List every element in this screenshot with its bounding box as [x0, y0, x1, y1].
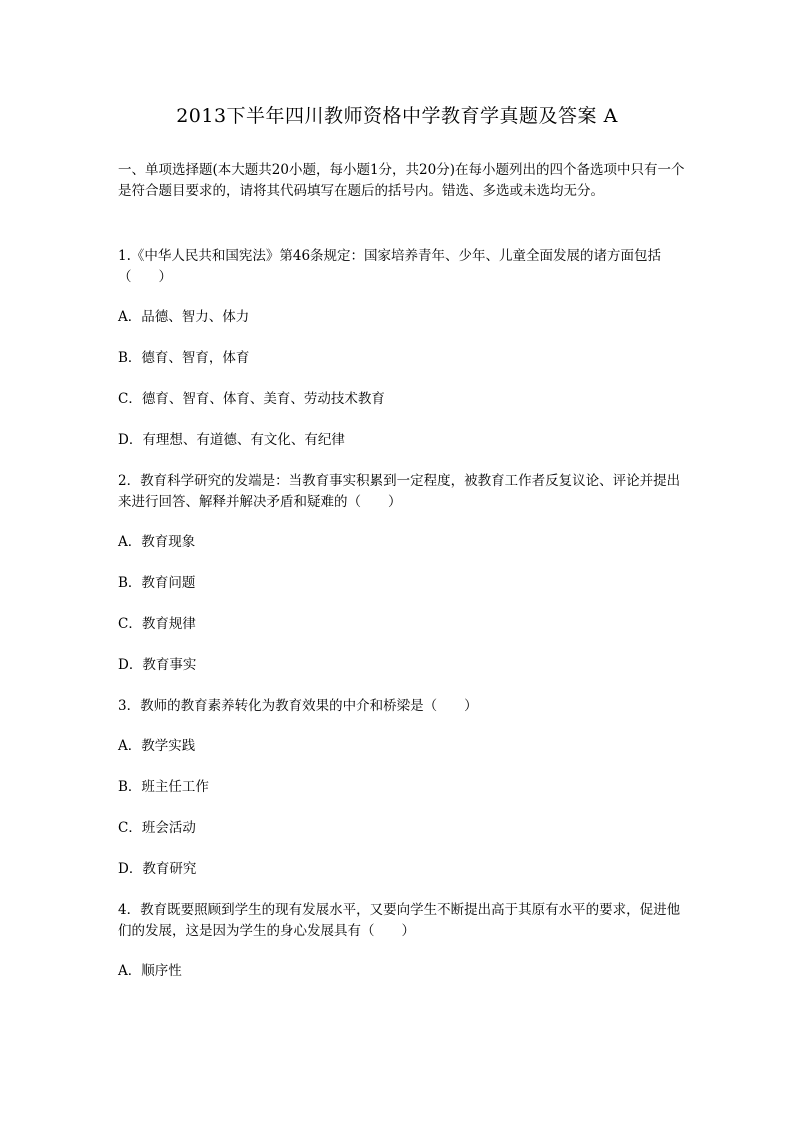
q1-option-d: D．有理想、有道德、有文化、有纪律	[118, 432, 345, 448]
q3-option-b: B．班主任工作	[118, 779, 209, 795]
question-1: 1.《中华人民共和国宪法》第46条规定：国家培养青年、少年、儿童全面发展的诸方面包括（ ）	[118, 248, 662, 285]
question-3: 3．教师的教育素养转化为教育效果的中介和桥梁是（ ）	[118, 698, 478, 714]
q2-option-c: C．教育规律	[118, 616, 196, 632]
section-intro: 一、单项选择题(本大题共20小题，每小题1分，共20分)在每小题列出的四个备选项中只有一个是符合题目要求的，请将其代码填写在题后的括号内。错选、多选或未选均无分。	[118, 162, 685, 199]
q4-option-a: A．顺序性	[118, 963, 182, 979]
question-list	[118, 246, 688, 1002]
question-4: 4．教育既要照顾到学生的现有发展水平，又要向学生不断提出高于其原有水平的要求，促进他们的发展，这是因为学生的身心发展具有（ ）	[118, 902, 681, 939]
q3-option-a: A．教学实践	[118, 738, 196, 754]
q1-option-b: B．德育、智育，体育	[118, 350, 250, 366]
q1-option-a: A．品德、智力、体力	[118, 309, 250, 325]
document-title: 2013下半年四川教师资格中学教育学真题及答案 A	[176, 105, 618, 127]
q2-option-d: D．教育事实	[118, 657, 197, 673]
q3-option-d: D．教育研究	[118, 861, 197, 877]
q2-option-b: B．教育问题	[118, 575, 196, 591]
q3-option-c: C．班会活动	[118, 820, 196, 836]
q2-option-a: A．教育现象	[118, 534, 196, 550]
question-2: 2．教育科学研究的发端是：当教育事实积累到一定程度，被教育工作者反复议论、评论并提出来进行回答、解释并解决矛盾和疑难的（ ）	[118, 473, 681, 510]
q1-option-c: C．德育、智育、体育、美育、劳动技术教育	[118, 391, 385, 407]
